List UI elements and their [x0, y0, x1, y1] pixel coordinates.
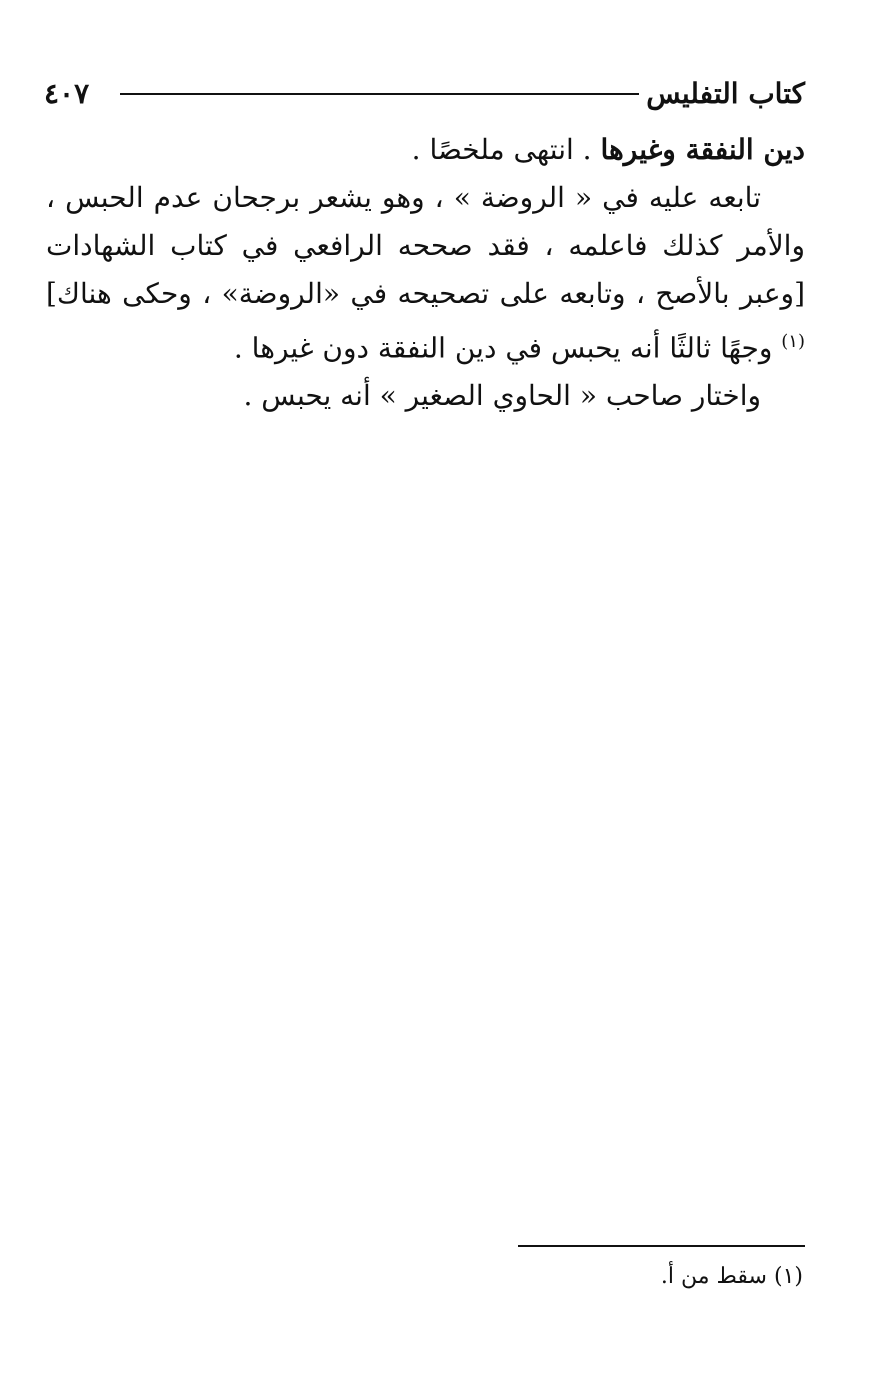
- paragraph-3: واختار صاحب « الحاوي الصغير » أنه يحبس .: [243, 379, 761, 413]
- paragraph-2-part-2: وجهًا ثالثًا أنه يحبس في دين النفقة دون غيرها .: [233, 331, 782, 365]
- footnote-rule: [518, 1245, 805, 1247]
- paragraph-1-rest: . انتهى ملخصًا .: [411, 133, 601, 166]
- paragraph-2: [46, 174, 805, 372]
- paragraph-1: [46, 126, 805, 174]
- running-title: كتاب التفليس: [646, 77, 805, 110]
- paragraph-2-part-1: تابعه عليه في « الروضة » ، وهو يشعر برجحان عدم الحبس ، والأمر كذلك فاعلمه ، فقد صححه الرافعي في كتاب الشهادات [وعبر بالأصح ، وتابعه على تصحيحه في «الروضة» ، وحكى هناك]: [46, 181, 805, 310]
- header-rule: [120, 93, 639, 95]
- main-text: [46, 126, 805, 420]
- page-header: [44, 74, 805, 114]
- footnote-marker: (١): [781, 331, 805, 352]
- paragraph-1-bold-lead: دين النفقة وغيرها: [600, 133, 805, 166]
- page-number: ٤٠٧: [44, 77, 90, 110]
- footnote-1: (١) سقط من أ.: [660, 1264, 803, 1289]
